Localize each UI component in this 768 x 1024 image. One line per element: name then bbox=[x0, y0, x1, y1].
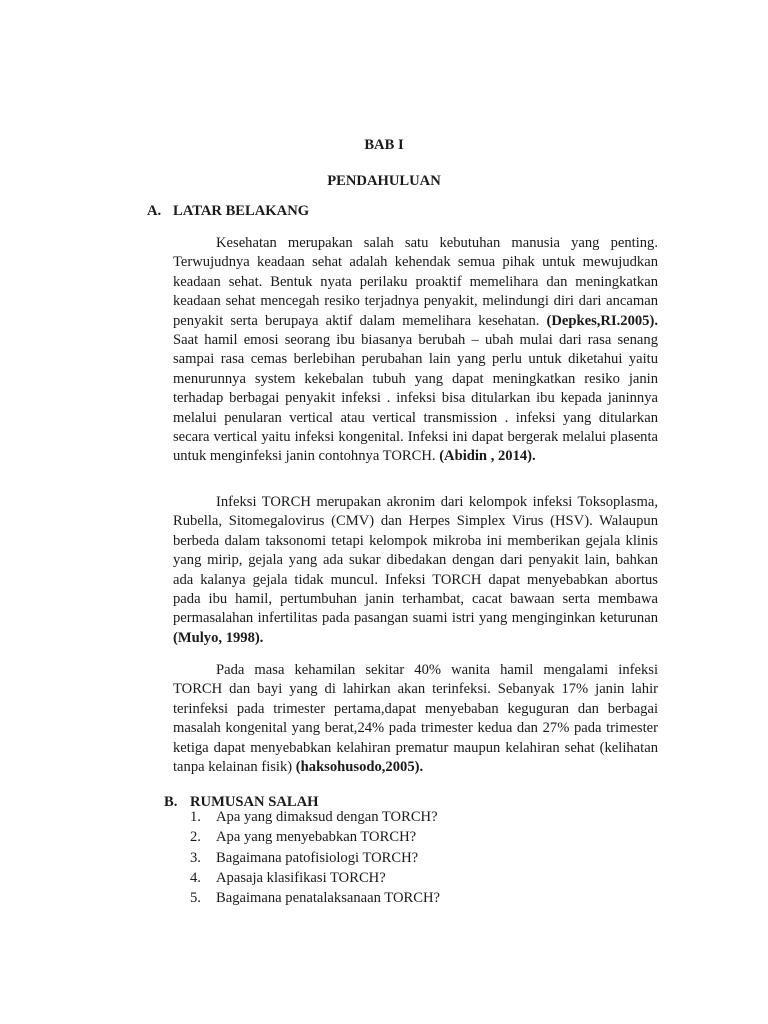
list-item-number: 3. bbox=[190, 849, 201, 866]
list-item-number: 2. bbox=[190, 829, 201, 846]
paragraph-3 bbox=[173, 661, 658, 777]
citation: (haksohusodo,2005). bbox=[295, 759, 424, 776]
list-item-number: 4. bbox=[190, 869, 201, 886]
list-item-number: 1. bbox=[190, 809, 201, 825]
citation: (Mulyo, 1998). bbox=[173, 629, 264, 646]
paragraph-2 bbox=[173, 493, 658, 648]
citation: (Abidin , 2014). bbox=[439, 448, 536, 465]
list-item-text: Apa yang menyebabkan TORCH? bbox=[216, 829, 417, 846]
chapter-title: PENDAHULUAN bbox=[327, 173, 441, 189]
section-a-letter: A. bbox=[147, 203, 162, 219]
list-item bbox=[190, 868, 660, 888]
section-b-letter: B. bbox=[164, 794, 178, 810]
paragraph-text: Saat hamil emosi seorang ibu biasanya berubah – ubah mulai dari rasa senang sampai rasa cemas berlebihan perubahan lain yang perlu untuk diketahui yaitu menurunnya system kekebalan tubuh yang dapat meningkatkan resiko janin terhadap berbagai penyakit infeksi . infeksi bisa ditularkan ibu kepada janinnya melalui penularan vertical atau vertical transmission . infeksi yang ditularkan secara vertical yaitu infeksi kongenital. Infeksi ini dapat bergerak melalui plasenta untuk menginfeksi janin contohnya TORCH. bbox=[173, 332, 658, 465]
list-item-number: 5. bbox=[190, 890, 201, 907]
paragraph-text: Pada masa kehamilan sekitar 40% wanita hamil mengalami infeksi TORCH dan bayi yang di lahirkan akan terinfeksi. Sebanyak 17% janin lahir terinfeksi pada trimester pertama,dapat menyebaban keguguran dan berbagai masalah kongenital yang berat,24% pada trimester kedua dan 27% pada trimester ketiga dapat menyebabkan kelahiran prematur maupun kelahiran sehat (kelihatan tanpa kelainan fisik) bbox=[173, 662, 658, 776]
list-item-text: Bagaimana penatalaksanaan TORCH? bbox=[216, 890, 440, 907]
list-item bbox=[190, 827, 660, 847]
paragraph-text: Infeksi TORCH merupakan akronim dari kelompok infeksi Toksoplasma, Rubella, Sitomegalovirus (CMV) dan Herpes Simplex Virus (HSV). Walaupun berbeda dalam taksonomi tetapi kelompok mikroba ini memberikan gejala klinis yang mirip, gejala yang ada sukar dibedakan dengan dari penyakit lain, bahkan ada kalanya gejala tidak muncul. Infeksi TORCH dapat menyebabkan abortus pada ibu hamil, pertumbuhan janin terhambat, cacat bawaan serta membawa permasalahan infertilitas pada pasangan suami istri yang menginginkan keturunan bbox=[173, 494, 658, 627]
citation: (Depkes,RI.2005). bbox=[546, 312, 658, 329]
section-a-heading bbox=[147, 202, 309, 220]
list-item-text: Apa yang dimaksud dengan TORCH? bbox=[216, 809, 438, 825]
list-item-text: Apasaja klasifikasi TORCH? bbox=[216, 869, 386, 886]
list-item bbox=[190, 848, 660, 868]
section-a-title: LATAR BELAKANG bbox=[173, 203, 310, 219]
section-b-title: RUMUSAN SALAH bbox=[190, 794, 319, 810]
list-item-text: Bagaimana patofisiologi TORCH? bbox=[216, 849, 419, 866]
chapter-heading: BAB I bbox=[364, 137, 404, 153]
list-item bbox=[190, 807, 660, 827]
paragraph-1 bbox=[173, 234, 658, 467]
list-item bbox=[190, 888, 660, 908]
question-list bbox=[190, 807, 660, 908]
paragraph-text: Kesehatan merupakan salah satu kebutuhan manusia yang penting. Terwujudnya keadaan sehat adalah kehendak semua pihak untuk mewujudkan keadaan sehat. Bentuk nyata perilaku proaktif memelihara dan meningkatkan keadaan sehat mencegah resiko terjadnya penyakit, melindungi diri dari ancaman penyakit serta berupaya aktif dalam memelihara kesehatan. bbox=[173, 235, 658, 329]
